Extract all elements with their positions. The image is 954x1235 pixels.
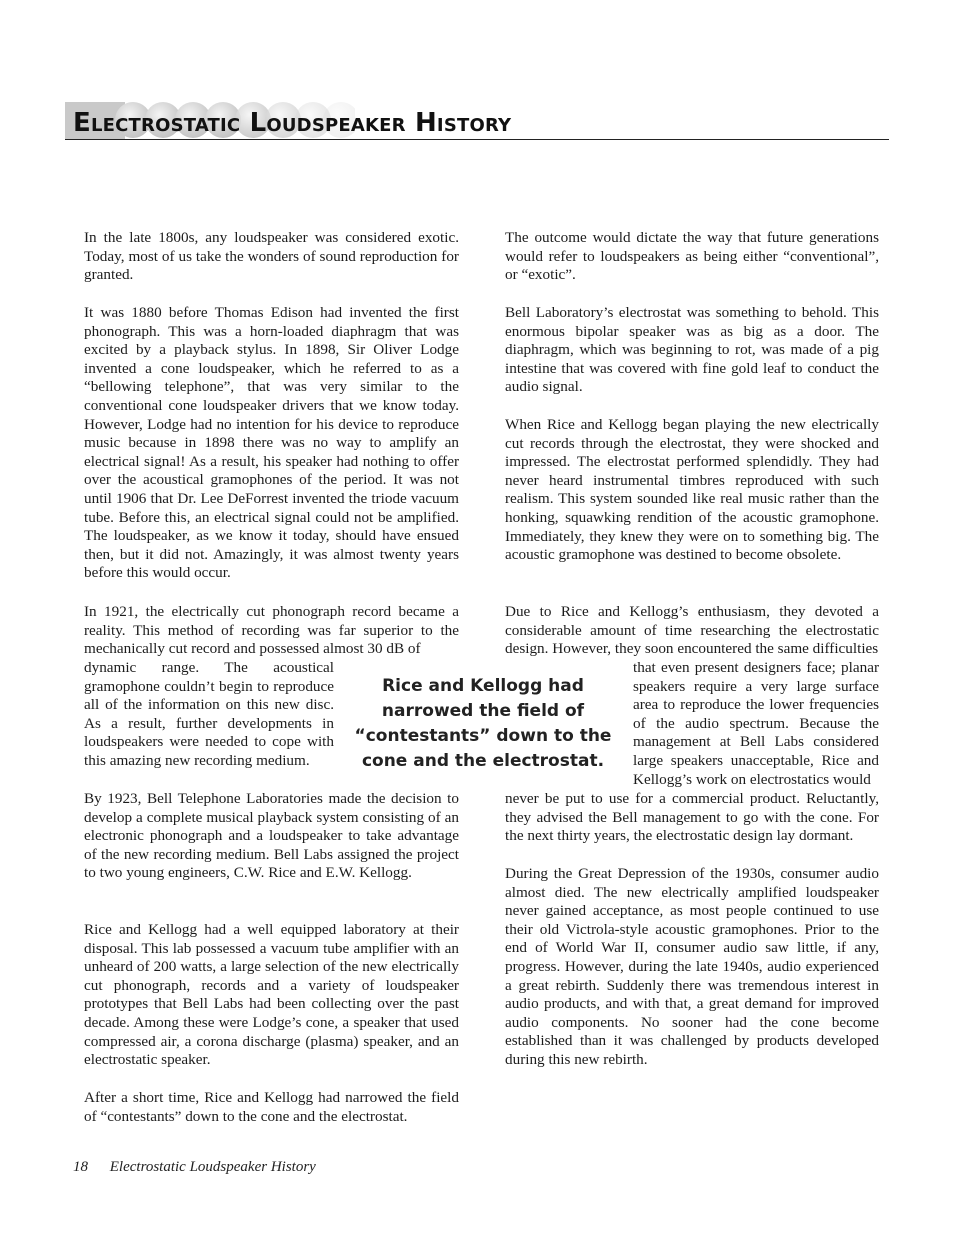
page-title: Electrostatic Loudspeaker History <box>73 108 512 138</box>
page-number: 18 <box>73 1159 88 1175</box>
left-paragraph-3a: In 1921, the electrically cut phonograph record became a reality. This method of recording was far superior to the mechanically cut record and possessed almost 30 dB of <box>84 603 459 658</box>
right-paragraph-1: The outcome would dictate the way that future generations would refer to loudspeakers as being either “conventional”, or “exotic”. <box>505 229 879 284</box>
right-paragraph-4a: Due to Rice and Kellogg’s enthusiasm, they devoted a considerable amount of time researching the electrostatic design. However, they soon encountered the same difficulties <box>505 603 879 658</box>
section-header <box>65 100 889 142</box>
right-paragraph-4b: that even present designers face; planar speakers require a very large surface area to reproduce the lower frequencies of the audio spectrum. Because the management at Bell Labs considered large speakers unacceptable, Rice and Kellogg’s work on electrostatics would <box>633 659 879 788</box>
page-footer <box>73 1159 316 1176</box>
right-paragraph-4c: never be put to use for a commercial product. Reluctantly, they advised the Bell management to go with the cone. For the next thirty years, the electrostatic design lay dormant. <box>505 790 879 845</box>
left-paragraph-1: In the late 1800s, any loudspeaker was considered exotic. Today, most of us take the wonders of sound reproduction for granted. <box>84 229 459 284</box>
left-paragraph-3b: dynamic range. The acoustical gramophone couldn’t begin to reproduce all of the information on this new disc. As a result, further developments in loudspeakers were needed to cope with this amazing new recording medium. <box>84 659 334 769</box>
header-rule <box>65 139 889 140</box>
right-paragraph-5: During the Great Depression of the 1930s, consumer audio almost died. The new electrically amplified loudspeaker never gained acceptance, as most people continued to use their old Victrola-style acoustic gramophones. Prior to the end of World War II, consumer audio saw little, if any, progress. However, during the late 1940s, audio experienced a great rebirth. Suddenly there was tremendous interest in audio products, and with that, a great demand for improved audio components. No sooner had the cone become established than it was challenged by products developed during this new rebirth. <box>505 865 879 1068</box>
left-paragraph-5: Rice and Kellogg had a well equipped laboratory at their disposal. This lab possessed a vacuum tube amplifier with an unheard of 200 watts, a large selection of the new electrically cut phonograph, records and a variety of loudspeaker prototypes that Bell Labs had been collecting over the past decade. Among these were Lodge’s cone, a speaker that used compressed air, a corona discharge (plasma) speaker, and an electrostatic speaker. <box>84 921 459 1069</box>
footer-section-title: Electrostatic Loudspeaker History <box>109 1159 316 1175</box>
pull-quote: Rice and Kellogg had narrowed the field of “contestants” down to the cone and the electrostat. <box>354 676 612 771</box>
left-paragraph-6: After a short time, Rice and Kellogg had narrowed the field of “contestants” down to the cone and the electrostat. <box>84 1089 459 1125</box>
right-paragraph-2: Bell Laboratory’s electrostat was something to behold. This enormous bipolar speaker was as big as a door. The diaphragm, which was beginning to rot, was made of a pig intestine that was covered with fine gold leaf to conduct the audio signal. <box>505 304 879 396</box>
right-paragraph-3: When Rice and Kellogg began playing the new electrically cut records through the electrostat, they were shocked and impressed. The electrostat performed splendidly. They had never heard instrumental timbres reproduced with such realism. This system sounded like real music rather than the honking, squawking rendition of the acoustic gramophone. Immediately, they knew they were on to something big. The acoustic gramophone was destined to become obsolete. <box>505 416 879 564</box>
left-paragraph-2: It was 1880 before Thomas Edison had invented the first phonograph. This was a horn-loaded diaphragm that was excited by a playback stylus. In 1898, Sir Oliver Lodge invented a cone loudspeaker, which he referred to as a “bellowing telephone”, that was very similar to the conventional cone loudspeaker drivers that we know today. However, Lodge had no intention for his device to reproduce music because in 1898 there was no way to amplify an electrical signal! As a result, his speaker had nothing to offer over the acoustical gramophones of the period. It was not until 1906 that Dr. Lee DeForrest invented the triode vacuum tube. Before this, an electrical signal could not be amplified. The loudspeaker, as we know it today, should have ensued then, but it did not. Amazingly, it was almost twenty years before this would occur. <box>84 304 459 582</box>
left-paragraph-4: By 1923, Bell Telephone Laboratories made the decision to develop a complete musical playback system consisting of an electronic phonograph and a loudspeaker to take advantage of the new recording medium. Bell Labs assigned the project to two young engineers, C.W. Rice and E.W. Kellogg. <box>84 790 459 882</box>
